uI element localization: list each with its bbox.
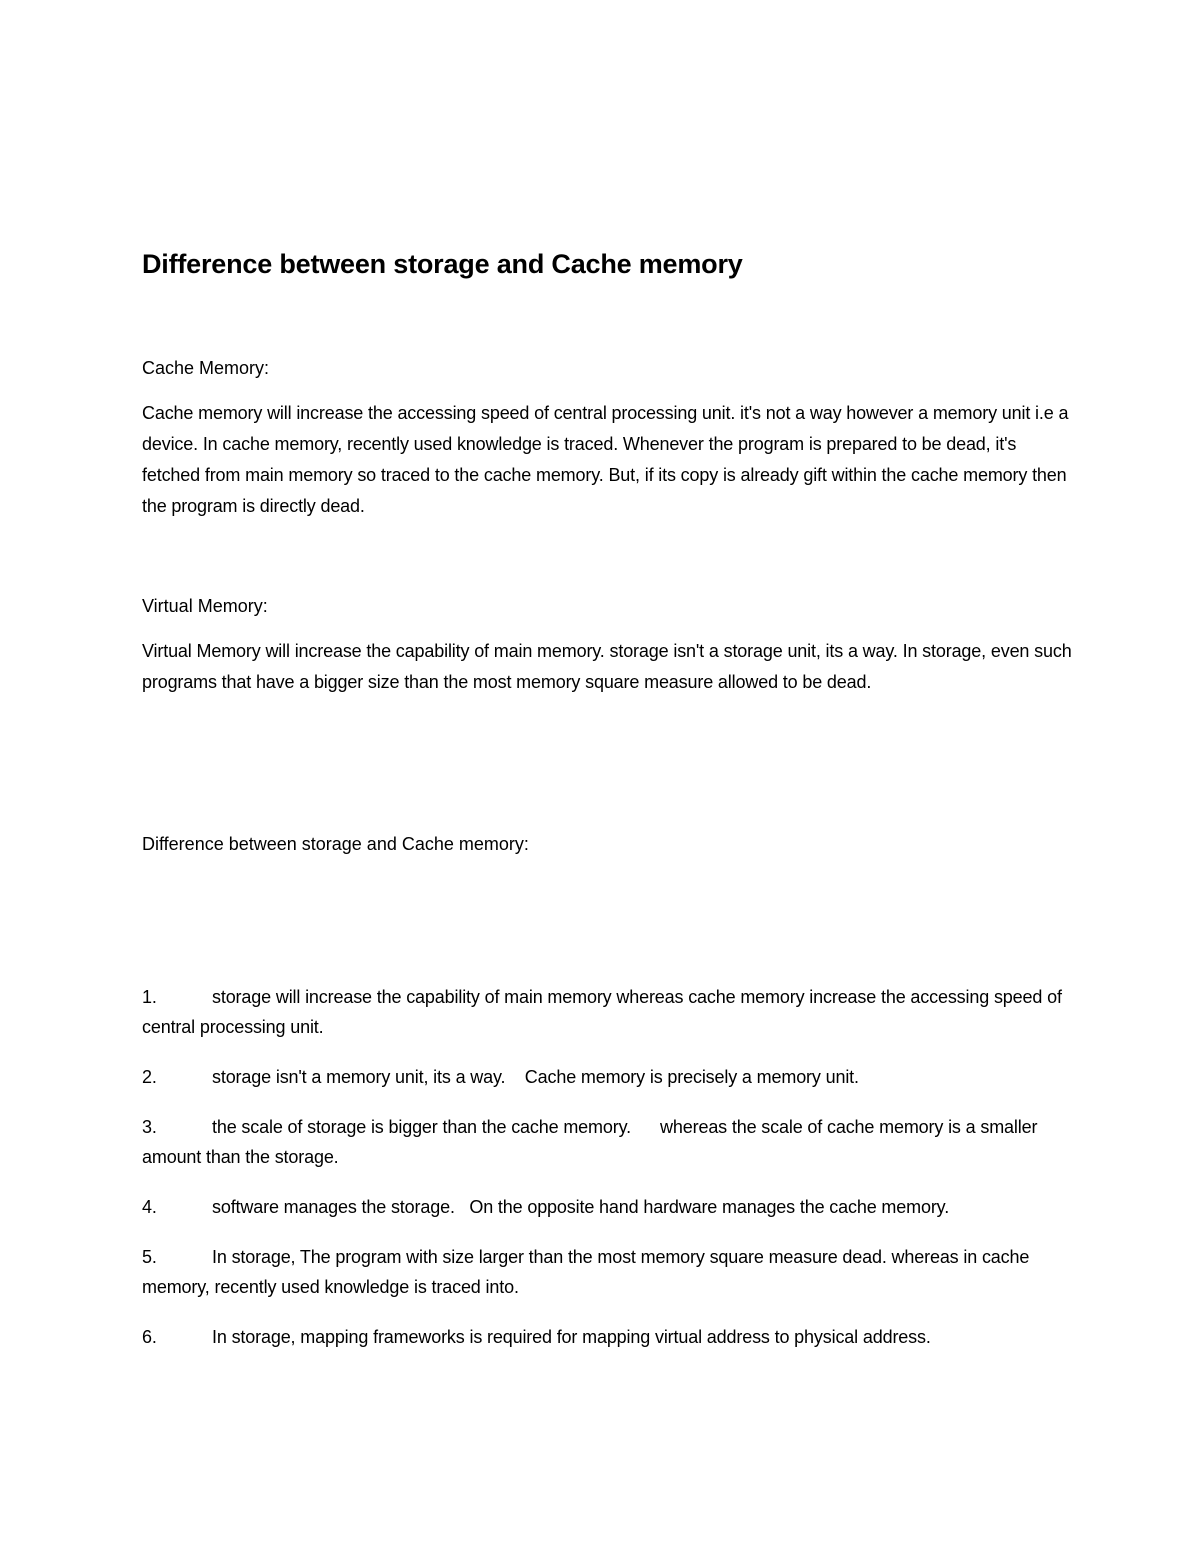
difference-item-text: In storage, The program with size larger than the most memory square measure dead. whereas in cache memory, recently used knowledge is traced into. xyxy=(142,1247,1030,1297)
cache-memory-heading: Cache Memory: xyxy=(142,358,270,378)
virtual-memory-paragraph: Virtual Memory will increase the capability of main memory. storage isn't a storage unit, its a way. In storage, even such programs that have a bigger size than the most memory square measure allowed to be dead. xyxy=(142,641,1072,692)
document-content xyxy=(142,244,1072,1372)
difference-item xyxy=(142,1242,1072,1302)
difference-item-text: storage will increase the capability of main memory whereas cache memory increase the accessing speed of central processing unit. xyxy=(142,987,1062,1037)
difference-item xyxy=(142,1192,1072,1222)
difference-item xyxy=(142,1062,1072,1092)
difference-item-number: 6. xyxy=(142,1327,157,1347)
cache-memory-paragraph: Cache memory will increase the accessing speed of central processing unit. it's not a way however a memory unit i.e a device. In cache memory, recently used knowledge is traced. Whenever the program is prepared to be dead, it's fetched from main memory so traced to the cache memory. But, if its copy is already gift within the cache memory then the program is directly dead. xyxy=(142,403,1069,516)
difference-item xyxy=(142,982,1072,1042)
difference-item-number: 2. xyxy=(142,1067,157,1087)
difference-item-number: 3. xyxy=(142,1117,157,1137)
difference-item-text: the scale of storage is bigger than the cache memory. whereas the scale of cache memory is a smaller amount than the storage. xyxy=(142,1117,1043,1167)
difference-item-number: 4. xyxy=(142,1197,157,1217)
difference-item xyxy=(142,1322,1072,1352)
difference-item-number: 1. xyxy=(142,987,157,1007)
difference-item-text: software manages the storage. On the opposite hand hardware manages the cache memory. xyxy=(212,1197,950,1217)
difference-item-text: In storage, mapping frameworks is required for mapping virtual address to physical address. xyxy=(212,1327,931,1347)
difference-item xyxy=(142,1112,1072,1172)
difference-list xyxy=(142,982,1072,1352)
difference-item-text: storage isn't a memory unit, its a way. Cache memory is precisely a memory unit. xyxy=(212,1067,859,1087)
difference-item-number: 5. xyxy=(142,1247,157,1267)
document-title: Difference between storage and Cache memory xyxy=(142,249,743,279)
virtual-memory-heading: Virtual Memory: xyxy=(142,596,268,616)
difference-heading: Difference between storage and Cache memory: xyxy=(142,834,529,854)
